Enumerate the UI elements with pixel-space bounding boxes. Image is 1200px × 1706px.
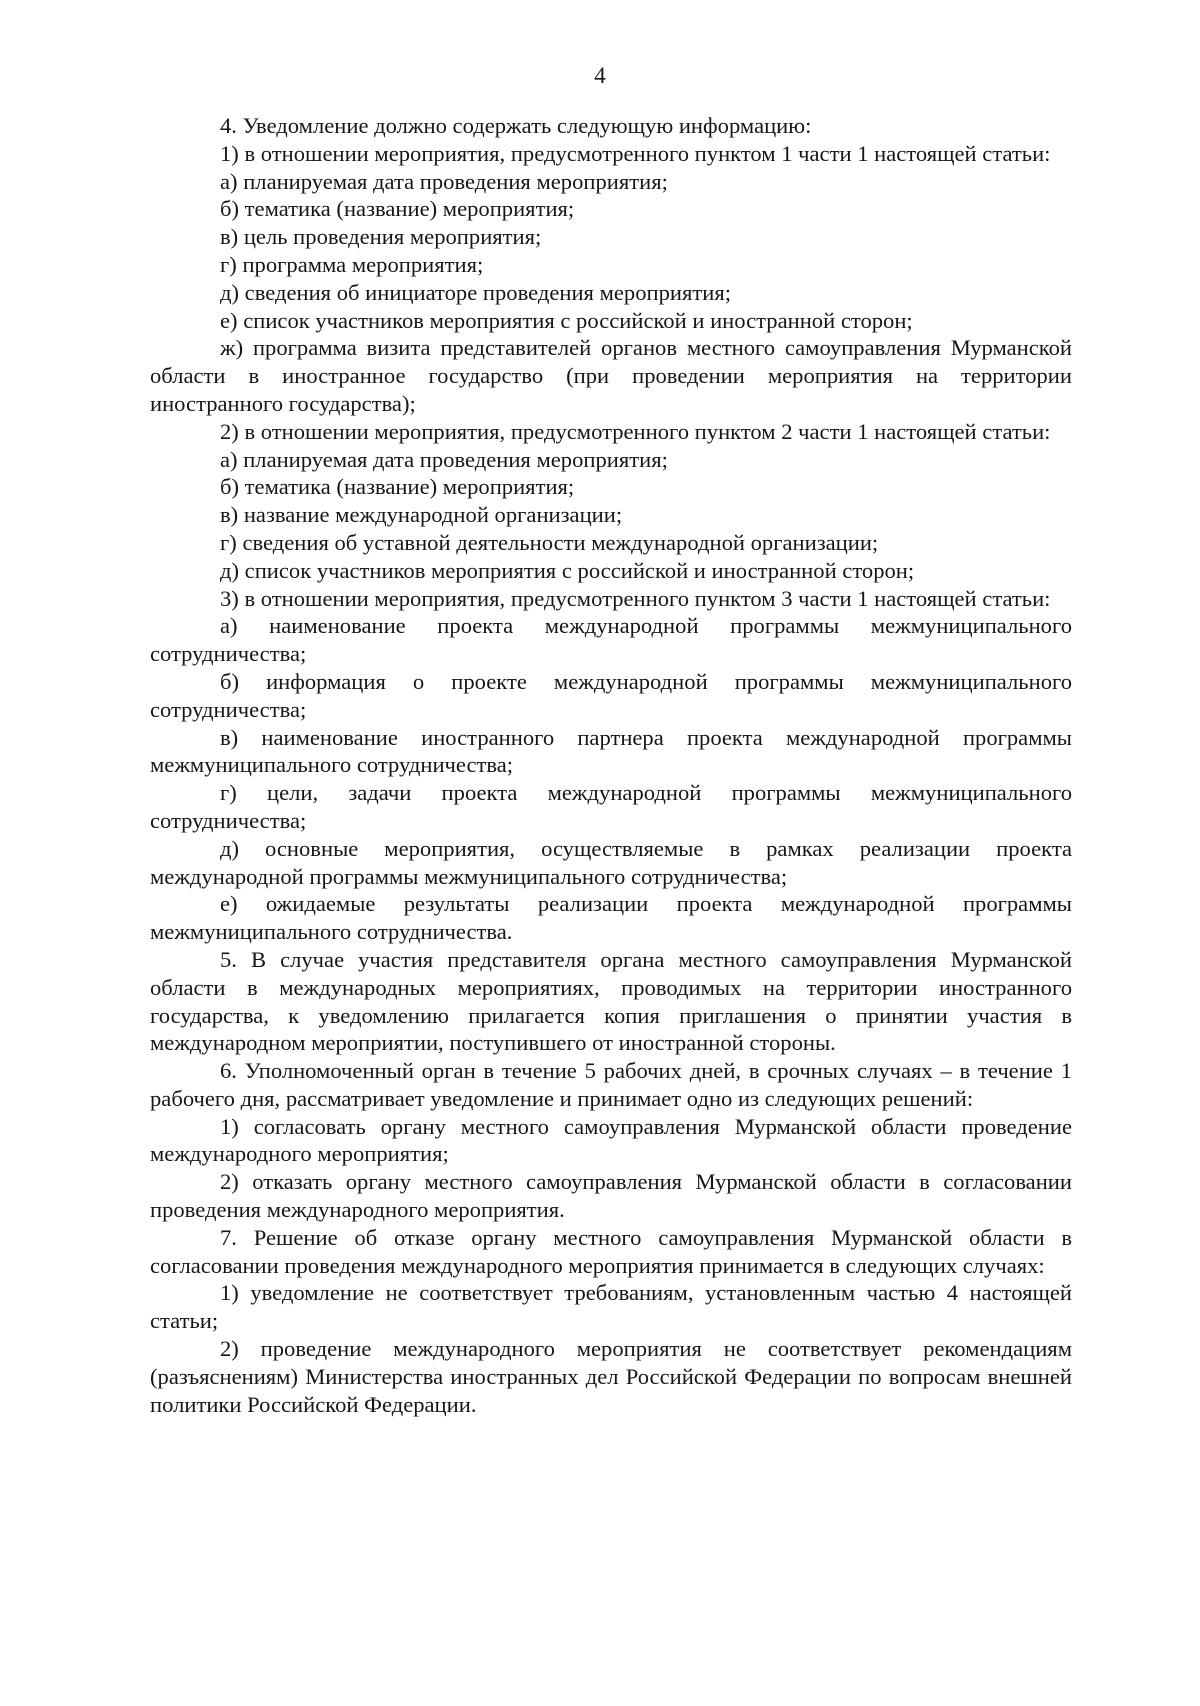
paragraph-4-2-a: а) планируемая дата проведения мероприятия; bbox=[220, 446, 668, 472]
paragraph-4-1-d: д) сведения об инициаторе проведения мероприятия; bbox=[220, 279, 732, 305]
paragraph-4-1-g: г) программа мероприятия; bbox=[220, 251, 484, 277]
paragraph-4-2: 2) в отношении мероприятия, предусмотренного пунктом 2 части 1 настоящей статьи: bbox=[220, 418, 1051, 444]
paragraph-4-1: 1) в отношении мероприятия, предусмотренного пунктом 1 части 1 настоящей статьи: bbox=[220, 140, 1051, 166]
paragraph-4-1-zh: ж) программа визита представителей органов местного самоуправления Мурманской области в иностранное государство (при проведении мероприятия на территории иностранного государства); bbox=[150, 335, 1072, 416]
paragraph-6-2: 2) отказать органу местного самоуправления Мурманской области в согласовании проведения международного мероприятия. bbox=[150, 1169, 1072, 1223]
paragraph-6-1: 1) согласовать органу местного самоуправления Мурманской области проведение международного мероприятия; bbox=[150, 1113, 1072, 1167]
paragraph-4-3: 3) в отношении мероприятия, предусмотренного пунктом 3 части 1 настоящей статьи: bbox=[220, 585, 1051, 611]
paragraph-4-3-d: д) основные мероприятия, осуществляемые в рамках реализации проекта международной программы межмуниципального сотрудничества; bbox=[150, 835, 1072, 889]
paragraph-4-3-v: в) наименование иностранного партнера проекта международной программы межмуниципального сотрудничества; bbox=[150, 724, 1072, 778]
page-number: 4 bbox=[594, 63, 606, 88]
paragraph-4-3-e: е) ожидаемые результаты реализации проекта международной программы межмуниципального сотрудничества. bbox=[150, 891, 1072, 945]
paragraph-4-1-b: б) тематика (название) мероприятия; bbox=[220, 196, 575, 222]
paragraph-4-1-e: е) список участников мероприятия с российской и иностранной сторон; bbox=[220, 307, 913, 333]
paragraph-4-2-v: в) название международной организации; bbox=[220, 502, 623, 528]
paragraph-4-2-d: д) список участников мероприятия с российской и иностранной сторон; bbox=[220, 557, 915, 583]
paragraph-7-2: 2) проведение международного мероприятия не соответствует рекомендациям (разъяснениям) Министерства иностранных дел Российской Федерации по вопросам внешней политики Российской Федерации. bbox=[150, 1336, 1072, 1417]
paragraph-4-3-g: г) цели, задачи проекта международной программы межмуниципального сотрудничества; bbox=[150, 780, 1072, 833]
paragraph-4-3-b: б) информация о проекте международной программы межмуниципального сотрудничества; bbox=[150, 668, 1072, 722]
paragraph-7-1: 1) уведомление не соответствует требованиям, установленным частью 4 настоящей статьи; bbox=[150, 1280, 1072, 1334]
paragraph-5: 5. В случае участия представителя органа местного самоуправления Мурманской области в международных мероприятиях, проводимых на территории иностранного государства, к уведомлению прилагается копия приглашения о принятии участия в международном мероприятии, поступившего от иностранной стороны. bbox=[150, 946, 1072, 1056]
paragraph-4: 4. Уведомление должно содержать следующую информацию: bbox=[220, 113, 812, 138]
paragraph-4-2-b: б) тематика (название) мероприятия; bbox=[220, 474, 575, 500]
paragraph-4-1-v: в) цель проведения мероприятия; bbox=[220, 224, 542, 250]
paragraph-4-2-g: г) сведения об уставной деятельности международной организации; bbox=[220, 529, 879, 555]
paragraph-4-1-a: а) планируемая дата проведения мероприятия; bbox=[220, 168, 668, 194]
paragraph-6: 6. Уполномоченный орган в течение 5 рабочих дней, в срочных случаях – в течение 1 рабочего дня, рассматривает уведомление и принимает одно из следующих решений: bbox=[150, 1058, 1072, 1111]
document-body bbox=[150, 112, 1072, 1418]
paragraph-7: 7. Решение об отказе органу местного самоуправления Мурманской области в согласовании проведения международного мероприятия принимается в следующих случаях: bbox=[150, 1224, 1072, 1278]
paragraph-4-3-a: а) наименование проекта международной программы межмуниципального сотрудничества; bbox=[150, 613, 1072, 667]
